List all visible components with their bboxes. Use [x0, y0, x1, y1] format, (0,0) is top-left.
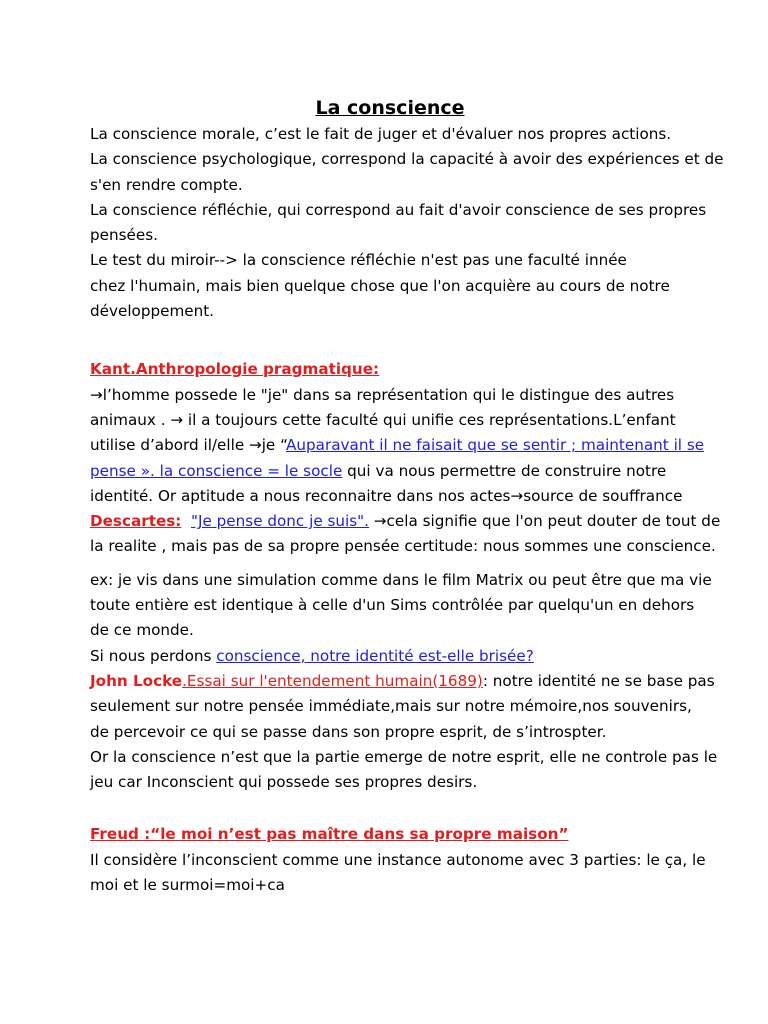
kant-quote-link-1[interactable]: Auparavant il ne faisait que se sentir ; maintenant il se	[286, 436, 705, 455]
descartes-quote-link[interactable]: "Je pense donc je suis".	[191, 512, 369, 531]
example-line-1: ex: je vis dans une simulation comme dans le film Matrix ou peut être que ma vie	[90, 570, 712, 589]
intro-line-4: La conscience réfléchie, qui correspond au fait d'avoir conscience de ses propres	[90, 200, 707, 219]
descartes-line-1-text: →cela signifie que l'on peut douter de tout de	[368, 512, 721, 531]
intro-line-6: Le test du miroir--> la conscience réfléchie n'est pas une faculté innée	[90, 251, 627, 270]
document-page	[90, 94, 724, 898]
locke-work-link[interactable]: .Essai sur l'entendement humain(1689)	[182, 671, 483, 690]
kant-line-5: identité. Or aptitude a nous reconnaitre dans nos actes→source de souffrance	[90, 486, 683, 505]
example-line-4-text: Si nous perdons	[90, 646, 217, 665]
example-line-4	[90, 644, 690, 669]
identity-question-link[interactable]: conscience, notre identité est-elle brisée?	[216, 646, 534, 665]
locke-name: John Locke	[90, 671, 183, 690]
intro-line-8: développement.	[90, 302, 214, 321]
example-line-3: de ce monde.	[90, 621, 194, 640]
descartes-name: Descartes:	[90, 512, 182, 531]
spacer	[90, 795, 690, 822]
kant-heading-text: Kant.Anthropologie pragmatique:	[90, 360, 380, 379]
locke-line-1-text: : notre identité ne se base pas	[482, 671, 715, 690]
intro-line-7: chez l'humain, mais bien quelque chose que l'on acquière au cours de notre	[90, 276, 670, 295]
intro-line-2: La conscience psychologique, correspond la capacité à avoir des expériences et de	[90, 150, 724, 169]
spacer	[90, 324, 690, 357]
spacer	[90, 560, 690, 568]
page-title: La conscience	[315, 97, 465, 119]
kant-quote-link-2[interactable]: pense ». la conscience = le socle	[90, 461, 343, 480]
intro-line-1: La conscience morale, c’est le fait de juger et d'évaluer nos propres actions.	[90, 125, 672, 143]
locke-line-1	[90, 669, 715, 694]
locke-line-2: seulement sur notre pensée immédiate,mais sur notre mémoire,nos souvenirs,	[90, 697, 692, 716]
locke-line-3: de percevoir ce qui se passe dans son propre esprit, de s’introspter.	[90, 722, 607, 741]
locke-line-5: jeu car Inconscient qui possede ses propres desirs.	[90, 773, 478, 792]
kant-line-2: animaux . → il a toujours cette faculté qui unifie ces représentations.L’enfant	[90, 410, 676, 429]
locke-line-4: Or la conscience n’est que la partie emerge de notre esprit, elle ne controle pas le	[90, 747, 718, 766]
intro-line-5: pensées.	[90, 226, 158, 245]
intro-line-3: s'en rendre compte.	[90, 175, 243, 194]
example-line-2: toute entière est identique à celle d'un Sims contrôlée par quelqu'un en dehors	[90, 596, 695, 615]
freud-line-2: moi et le surmoi=moi+ca	[90, 876, 285, 895]
kant-line-4	[90, 459, 690, 484]
kant-heading	[90, 357, 690, 382]
kant-line-3-text: utilise d’abord il/elle →je “	[90, 436, 287, 455]
descartes-line-1	[90, 509, 721, 534]
kant-line-3	[90, 433, 705, 458]
descartes-line-2: la realite , mais pas de sa propre pensée certitude: nous sommes une conscience.	[90, 537, 716, 556]
kant-line-4-text: qui va nous permettre de construire notre	[342, 461, 667, 480]
freud-heading-text: Freud :“le moi n’est pas maître dans sa propre maison”	[90, 825, 569, 844]
freud-heading	[90, 822, 690, 847]
kant-line-1: →l’homme possede le "je" dans sa représentation qui le distingue des autres	[90, 385, 675, 404]
freud-line-1: Il considère l’inconscient comme une instance autonome avec 3 parties: le ça, le	[90, 850, 706, 869]
